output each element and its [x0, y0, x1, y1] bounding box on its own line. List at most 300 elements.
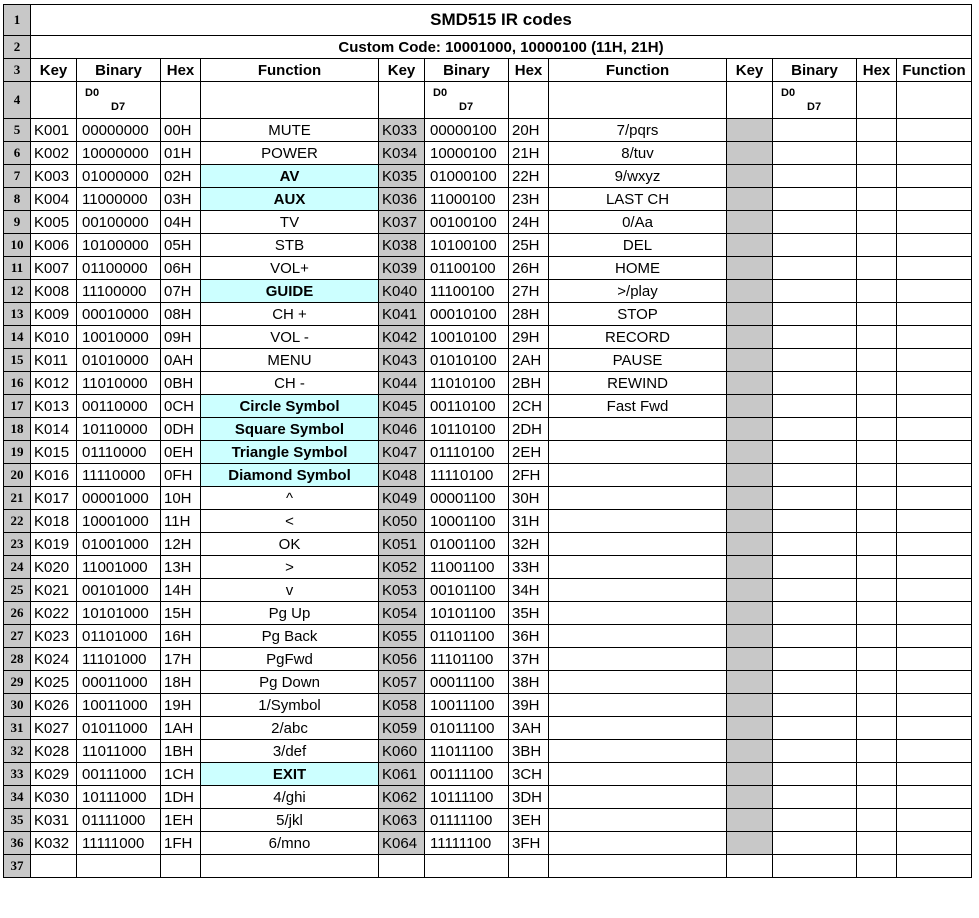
binary-cell	[773, 487, 857, 510]
hex-cell	[857, 625, 897, 648]
row-number: 14	[4, 326, 31, 349]
hex-cell	[857, 119, 897, 142]
bit-order-label	[425, 82, 509, 119]
function-cell: v	[201, 579, 379, 602]
table-row	[4, 165, 972, 188]
binary-cell: 11101000	[77, 648, 161, 671]
key-cell	[727, 809, 773, 832]
hex-cell: 16H	[161, 625, 201, 648]
header-row	[4, 59, 972, 82]
hex-cell: 32H	[509, 533, 549, 556]
binary-cell	[773, 648, 857, 671]
table-row	[4, 257, 972, 280]
function-cell: ^	[201, 487, 379, 510]
function-cell	[897, 556, 972, 579]
hex-cell	[857, 211, 897, 234]
binary-cell	[773, 740, 857, 763]
key-cell	[727, 372, 773, 395]
empty-cell	[379, 82, 425, 119]
function-cell	[549, 533, 727, 556]
hex-cell	[857, 533, 897, 556]
binary-cell	[773, 556, 857, 579]
hex-cell	[857, 740, 897, 763]
function-cell: Pg Down	[201, 671, 379, 694]
key-cell: K040	[379, 280, 425, 303]
hex-cell: 00H	[161, 119, 201, 142]
function-cell	[549, 671, 727, 694]
row-number: 4	[4, 82, 31, 119]
binary-cell	[773, 579, 857, 602]
row-number: 13	[4, 303, 31, 326]
hex-cell	[857, 579, 897, 602]
binary-cell: 11010100	[425, 372, 509, 395]
hex-cell	[857, 257, 897, 280]
row-number: 31	[4, 717, 31, 740]
key-cell: K042	[379, 326, 425, 349]
binary-cell: 01001000	[77, 533, 161, 556]
function-cell	[549, 441, 727, 464]
bit-order-label	[77, 82, 161, 119]
function-cell: TV	[201, 211, 379, 234]
header-key: Key	[727, 59, 773, 82]
hex-cell: 30H	[509, 487, 549, 510]
key-cell: K025	[31, 671, 77, 694]
empty-cell	[509, 82, 549, 119]
table-row	[4, 786, 972, 809]
function-cell: >/play	[549, 280, 727, 303]
hex-cell	[857, 786, 897, 809]
table-row	[4, 349, 972, 372]
hex-cell: 09H	[161, 326, 201, 349]
binary-cell: 00011100	[425, 671, 509, 694]
function-cell	[897, 257, 972, 280]
row-number: 21	[4, 487, 31, 510]
table-row	[4, 487, 972, 510]
function-cell	[549, 740, 727, 763]
binary-cell: 00010000	[77, 303, 161, 326]
function-cell	[897, 326, 972, 349]
hex-cell	[857, 556, 897, 579]
function-cell	[897, 372, 972, 395]
hex-cell	[857, 395, 897, 418]
row-number: 2	[4, 36, 31, 59]
function-cell: EXIT	[201, 763, 379, 786]
empty-cell	[857, 855, 897, 878]
row-number: 22	[4, 510, 31, 533]
binary-cell: 00000100	[425, 119, 509, 142]
header-function: Function	[549, 59, 727, 82]
function-cell: PgFwd	[201, 648, 379, 671]
binary-cell	[773, 142, 857, 165]
binary-cell: 01101100	[425, 625, 509, 648]
key-cell: K045	[379, 395, 425, 418]
hex-cell: 1BH	[161, 740, 201, 763]
key-cell	[727, 119, 773, 142]
hex-cell: 3CH	[509, 763, 549, 786]
key-cell: K029	[31, 763, 77, 786]
function-cell	[897, 395, 972, 418]
function-cell: Circle Symbol	[201, 395, 379, 418]
binary-cell: 10100000	[77, 234, 161, 257]
function-cell: DEL	[549, 234, 727, 257]
function-cell	[549, 717, 727, 740]
header-function: Function	[201, 59, 379, 82]
hex-cell	[857, 349, 897, 372]
table-row	[4, 234, 972, 257]
hex-cell: 20H	[509, 119, 549, 142]
binary-cell: 00011000	[77, 671, 161, 694]
table-row	[4, 441, 972, 464]
key-cell: K057	[379, 671, 425, 694]
key-cell	[727, 326, 773, 349]
key-cell	[727, 717, 773, 740]
binary-cell: 11100100	[425, 280, 509, 303]
hex-cell: 31H	[509, 510, 549, 533]
key-cell: K058	[379, 694, 425, 717]
row-number: 17	[4, 395, 31, 418]
function-cell	[897, 625, 972, 648]
function-cell	[549, 487, 727, 510]
function-cell	[549, 579, 727, 602]
key-cell	[727, 694, 773, 717]
binary-cell: 10011000	[77, 694, 161, 717]
binary-cell	[773, 809, 857, 832]
bit-start: D0	[85, 87, 100, 99]
binary-cell: 10101100	[425, 602, 509, 625]
row-number: 33	[4, 763, 31, 786]
function-cell	[549, 763, 727, 786]
table-row	[4, 372, 972, 395]
binary-cell: 00010100	[425, 303, 509, 326]
ir-codes-table	[3, 4, 972, 878]
binary-cell: 11010000	[77, 372, 161, 395]
function-cell	[897, 303, 972, 326]
key-cell	[727, 510, 773, 533]
binary-cell	[773, 395, 857, 418]
binary-cell: 11111100	[425, 832, 509, 855]
function-cell	[549, 648, 727, 671]
function-cell	[897, 786, 972, 809]
custom-code: Custom Code: 10001000, 10000100 (11H, 21H)	[31, 36, 972, 59]
hex-cell: 2DH	[509, 418, 549, 441]
binary-cell	[773, 257, 857, 280]
header-binary: Binary	[77, 59, 161, 82]
key-cell: K013	[31, 395, 77, 418]
row-number: 34	[4, 786, 31, 809]
key-cell	[727, 533, 773, 556]
row-number: 36	[4, 832, 31, 855]
bit-start: D0	[781, 87, 796, 99]
table-row	[4, 142, 972, 165]
table-row	[4, 602, 972, 625]
binary-cell: 11110100	[425, 464, 509, 487]
hex-cell	[857, 510, 897, 533]
function-cell: MENU	[201, 349, 379, 372]
key-cell	[727, 671, 773, 694]
key-cell: K063	[379, 809, 425, 832]
function-cell: CH +	[201, 303, 379, 326]
key-cell: K050	[379, 510, 425, 533]
key-cell: K022	[31, 602, 77, 625]
binary-cell: 01010100	[425, 349, 509, 372]
hex-cell	[857, 648, 897, 671]
row-number: 12	[4, 280, 31, 303]
empty-cell	[161, 855, 201, 878]
hex-cell: 3BH	[509, 740, 549, 763]
binary-cell	[773, 303, 857, 326]
function-cell: Diamond Symbol	[201, 464, 379, 487]
key-cell: K004	[31, 188, 77, 211]
hex-cell: 36H	[509, 625, 549, 648]
key-cell	[727, 602, 773, 625]
key-cell: K030	[31, 786, 77, 809]
key-cell	[727, 556, 773, 579]
hex-cell: 34H	[509, 579, 549, 602]
key-cell	[727, 487, 773, 510]
empty-cell	[425, 855, 509, 878]
header-hex: Hex	[161, 59, 201, 82]
key-cell	[727, 418, 773, 441]
hex-cell: 2BH	[509, 372, 549, 395]
binary-cell: 01110000	[77, 441, 161, 464]
key-cell: K043	[379, 349, 425, 372]
binary-cell	[773, 326, 857, 349]
function-cell	[549, 786, 727, 809]
key-cell: K007	[31, 257, 77, 280]
function-cell	[897, 234, 972, 257]
row-number: 18	[4, 418, 31, 441]
row-number: 15	[4, 349, 31, 372]
function-cell: 9/wxyz	[549, 165, 727, 188]
function-cell	[549, 694, 727, 717]
function-cell	[897, 349, 972, 372]
table-row	[4, 418, 972, 441]
row-number: 37	[4, 855, 31, 878]
binary-cell: 00110000	[77, 395, 161, 418]
function-cell	[897, 418, 972, 441]
hex-cell: 35H	[509, 602, 549, 625]
binary-cell	[773, 694, 857, 717]
hex-cell: 24H	[509, 211, 549, 234]
empty-cell	[897, 82, 972, 119]
function-cell: 5/jkl	[201, 809, 379, 832]
hex-cell: 3EH	[509, 809, 549, 832]
binary-cell	[773, 211, 857, 234]
row-number: 9	[4, 211, 31, 234]
binary-cell: 10101000	[77, 602, 161, 625]
hex-cell: 23H	[509, 188, 549, 211]
key-cell	[727, 832, 773, 855]
key-cell	[727, 349, 773, 372]
key-cell: K038	[379, 234, 425, 257]
binary-cell: 00100000	[77, 211, 161, 234]
key-cell: K048	[379, 464, 425, 487]
hex-cell: 3DH	[509, 786, 549, 809]
hex-cell: 27H	[509, 280, 549, 303]
key-cell: K011	[31, 349, 77, 372]
function-cell: GUIDE	[201, 280, 379, 303]
key-cell: K032	[31, 832, 77, 855]
binary-cell	[773, 165, 857, 188]
binary-cell: 01011000	[77, 717, 161, 740]
key-cell: K005	[31, 211, 77, 234]
bit-start: D0	[433, 87, 448, 99]
hex-cell: 3FH	[509, 832, 549, 855]
function-cell: Square Symbol	[201, 418, 379, 441]
hex-cell: 2AH	[509, 349, 549, 372]
binary-cell: 01000000	[77, 165, 161, 188]
function-cell: STB	[201, 234, 379, 257]
hex-cell: 08H	[161, 303, 201, 326]
key-cell: K020	[31, 556, 77, 579]
empty-cell	[509, 855, 549, 878]
function-cell: RECORD	[549, 326, 727, 349]
key-cell	[727, 441, 773, 464]
hex-cell: 2FH	[509, 464, 549, 487]
key-cell: K064	[379, 832, 425, 855]
table-row	[4, 303, 972, 326]
function-cell: 6/mno	[201, 832, 379, 855]
function-cell: >	[201, 556, 379, 579]
function-cell	[897, 763, 972, 786]
row-number: 6	[4, 142, 31, 165]
hex-cell	[857, 487, 897, 510]
table-row	[4, 326, 972, 349]
function-cell	[549, 809, 727, 832]
key-cell: K037	[379, 211, 425, 234]
key-cell: K039	[379, 257, 425, 280]
binary-cell: 01001100	[425, 533, 509, 556]
hex-cell: 2CH	[509, 395, 549, 418]
binary-cell: 11111000	[77, 832, 161, 855]
key-cell: K060	[379, 740, 425, 763]
table-row	[4, 579, 972, 602]
hex-cell: 0FH	[161, 464, 201, 487]
hex-cell	[857, 832, 897, 855]
hex-cell	[857, 809, 897, 832]
binary-cell: 11001100	[425, 556, 509, 579]
hex-cell: 0DH	[161, 418, 201, 441]
key-cell: K006	[31, 234, 77, 257]
binary-cell: 00000000	[77, 119, 161, 142]
table-row	[4, 188, 972, 211]
empty-cell	[727, 82, 773, 119]
binary-cell: 01010000	[77, 349, 161, 372]
empty-cell	[857, 82, 897, 119]
hex-cell: 1FH	[161, 832, 201, 855]
table-row	[4, 464, 972, 487]
function-cell: VOL -	[201, 326, 379, 349]
key-cell: K014	[31, 418, 77, 441]
function-cell: 8/tuv	[549, 142, 727, 165]
key-cell: K021	[31, 579, 77, 602]
binary-cell	[773, 372, 857, 395]
hex-cell: 1DH	[161, 786, 201, 809]
row-number: 16	[4, 372, 31, 395]
key-cell: K055	[379, 625, 425, 648]
key-cell: K009	[31, 303, 77, 326]
hex-cell: 0EH	[161, 441, 201, 464]
binary-cell	[773, 464, 857, 487]
binary-cell: 10010100	[425, 326, 509, 349]
function-cell: VOL+	[201, 257, 379, 280]
table-row	[4, 510, 972, 533]
row-number: 11	[4, 257, 31, 280]
hex-cell: 11H	[161, 510, 201, 533]
table-row	[4, 211, 972, 234]
binary-cell: 10110100	[425, 418, 509, 441]
row-number: 35	[4, 809, 31, 832]
binary-cell	[773, 671, 857, 694]
function-cell	[549, 418, 727, 441]
empty-cell	[549, 82, 727, 119]
binary-cell	[773, 625, 857, 648]
key-cell	[727, 280, 773, 303]
key-cell: K059	[379, 717, 425, 740]
row-number: 7	[4, 165, 31, 188]
key-cell: K036	[379, 188, 425, 211]
hex-cell	[857, 165, 897, 188]
binary-cell: 11011100	[425, 740, 509, 763]
hex-cell	[857, 142, 897, 165]
hex-cell	[857, 234, 897, 257]
hex-cell: 02H	[161, 165, 201, 188]
binary-cell: 11001000	[77, 556, 161, 579]
empty-cell	[549, 855, 727, 878]
binary-cell	[773, 188, 857, 211]
function-cell	[897, 280, 972, 303]
binary-cell: 01011100	[425, 717, 509, 740]
binary-cell: 01100000	[77, 257, 161, 280]
row-number: 8	[4, 188, 31, 211]
function-cell: STOP	[549, 303, 727, 326]
function-cell: 4/ghi	[201, 786, 379, 809]
table-row	[4, 694, 972, 717]
hex-cell	[857, 717, 897, 740]
function-cell: CH -	[201, 372, 379, 395]
function-cell: Triangle Symbol	[201, 441, 379, 464]
function-cell: 2/abc	[201, 717, 379, 740]
row-number: 27	[4, 625, 31, 648]
binary-cell: 01100100	[425, 257, 509, 280]
function-cell	[897, 487, 972, 510]
key-cell	[727, 625, 773, 648]
empty-cell	[201, 82, 379, 119]
function-cell	[897, 648, 972, 671]
function-cell: LAST CH	[549, 188, 727, 211]
table-row	[4, 832, 972, 855]
row-number: 30	[4, 694, 31, 717]
key-cell: K046	[379, 418, 425, 441]
function-cell	[549, 556, 727, 579]
key-cell: K027	[31, 717, 77, 740]
hex-cell: 3AH	[509, 717, 549, 740]
key-cell: K044	[379, 372, 425, 395]
key-cell: K034	[379, 142, 425, 165]
hex-cell	[857, 280, 897, 303]
function-cell	[897, 464, 972, 487]
function-cell: 7/pqrs	[549, 119, 727, 142]
function-cell: POWER	[201, 142, 379, 165]
key-cell: K028	[31, 740, 77, 763]
key-cell: K054	[379, 602, 425, 625]
hex-cell: 28H	[509, 303, 549, 326]
binary-cell: 00101000	[77, 579, 161, 602]
function-cell: 3/def	[201, 740, 379, 763]
hex-cell: 04H	[161, 211, 201, 234]
table-row	[4, 809, 972, 832]
binary-cell: 00001100	[425, 487, 509, 510]
